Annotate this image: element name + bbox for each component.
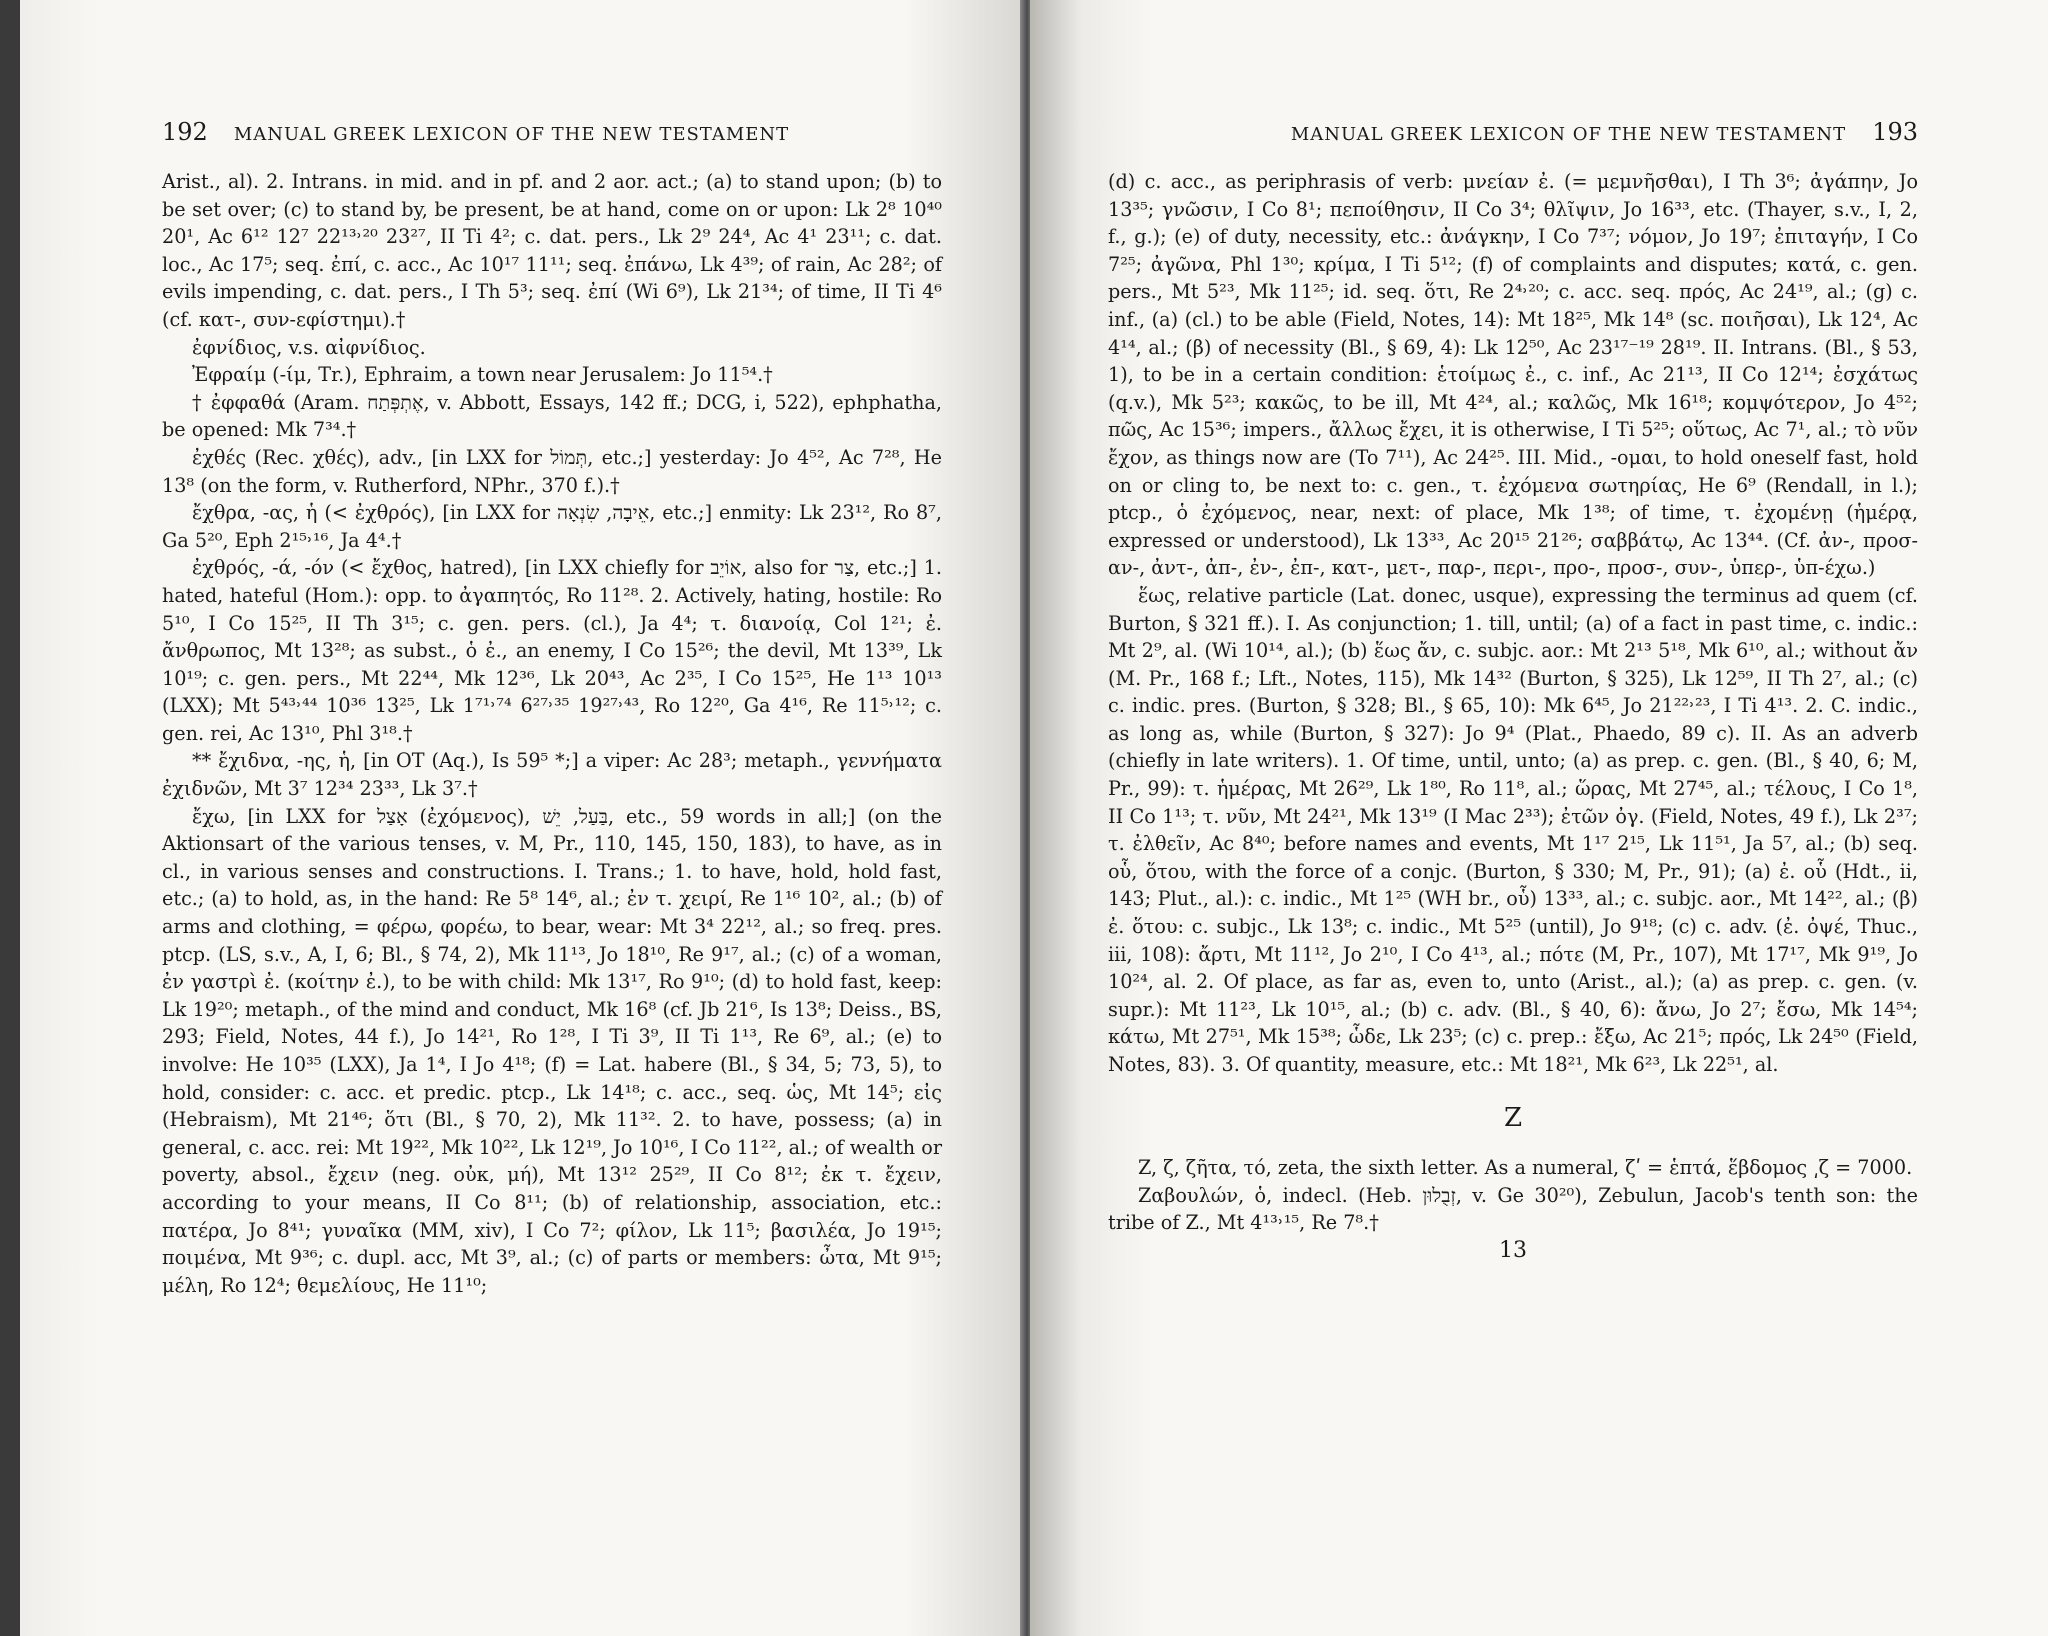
entry-paragraph: Arist., al). 2. Intrans. in mid. and in pf. and 2 aor. act.; (a) to stand upon; (b) to be set over; (c) to stand by, be present, be at hand, come on or upon: Lk 2⁸ 10⁴⁰ 20¹, Ac 6¹² 12⁷ 22¹³˒²⁰ 23²⁷, II Ti 4²; c. dat. pers., Lk 2⁹ 24⁴, Ac 4¹ 23¹¹; c. dat. loc., Ac 17⁵; seq. ἐπί, c. acc., Ac 10¹⁷ 11¹¹; seq. ἐπάνω, Lk 4³⁹; of rain, Ac 28²; of evils impending, c. dat. pers., I Th 5³; seq. ἐπί (Wi 6⁹), Lk 21³⁴; of time, II Ti 4⁶ (cf. κατ-, συν-εφίστημι).† <box>162 170 942 331</box>
right-page-number: 193 <box>1872 118 1918 146</box>
signature-mark: 13 <box>1499 1237 1527 1263</box>
right-column <box>1108 168 1918 1265</box>
entry-paragraph: ἐχθρός, -ά, -όν (< ἔχθος, hatred), [in LXX chiefly for אוֹיֵב, also for צַר, etc.;] 1. hated, hateful (Hom.): opp. to ἀγαπητός, Ro 11²⁸. 2. Actively, hating, hostile: Ro 5¹⁰, I Co 15²⁵, II Th 3¹⁵; c. gen. pers. (cl.), Ja 4⁴; τ. διανοίᾳ, Col 1²¹; ἐ. ἄνθρωπος, Mt 13²⁸; as subst., ὁ ἐ., an enemy, I Co 15²⁶; the devil, Mt 13³⁹, Lk 10¹⁹; c. gen. pers., Mt 22⁴⁴, Mk 12³⁶, Lk 20⁴³, Ac 2³⁵, I Co 15²⁵, He 1¹³ 10¹³ (LXX); Mt 5⁴³˒⁴⁴ 10³⁶ 13²⁵, Lk 1⁷¹˒⁷⁴ 6²⁷˒³⁵ 19²⁷˒⁴³, Ro 12²⁰, Ga 4¹⁶, Re 11⁵˒¹²; c. gen. rei, Ac 13¹⁰, Phl 3¹⁸.† <box>162 556 943 745</box>
entry-paragraph: ἔχθρα, -ας, ἡ (< ἐχθρός), [in LXX for אֵיבָה, שִׂנְאָה, etc.;] enmity: Lk 23¹², Ro 8⁷, Ga 5²⁰, Eph 2¹⁵˒¹⁶, Ja 4⁴.† <box>162 501 942 552</box>
section-letter-heading: Z <box>1503 1102 1523 1133</box>
entry-paragraph: ἐχθές (Rec. χθές), adv., [in LXX for תְּמוֹל, etc.;] yesterday: Jo 4⁵², Ac 7²⁸, He 13⁸ (on the form, v. Rutherford, NPhr., 370 f.).† <box>162 445 942 497</box>
right-page <box>1030 0 2048 1636</box>
left-column <box>162 168 942 1299</box>
entry-paragraph: ἕως, relative particle (Lat. donec, usque), expressing the terminus ad quem (cf. Burton, § 321 ff.). I. As conjunction; 1. till, until; (a) of a fact in past time, c. indic.: Mt 2⁹, al. (Wi 10¹⁴, al.); (b) ἕως ἄν, c. subjc. aor.: Mt 2¹³ 5¹⁸, Mk 6¹⁰, al.; without ἄν (M. Pr., 168 f.; Lft., Notes, 115), Mk 14³² (Burton, § 325), Lk 12⁵⁹, II Th 2⁷, al.; (c) c. indic. pres. (Burton, § 328; Bl., § 65, 10): Mk 6⁴⁵, Jo 21²²˒²³, I Ti 4¹³. 2. C. indic., as long as, while (Burton, § 327): Jo 9⁴ (Plat., Phaedo, 89 c). II. As an adverb (chiefly in late writers). 1. Of time, until, unto; (a) as prep. c. gen. (Bl., § 40, 6; M, Pr., 99): τ. ἡμέρας, Mt 26²⁹, Lk 1⁸⁰, Ro 11⁸, al.; ὥρας, Mt 27⁴⁵, al.; τέλους, I Co 1⁸, II Co 1¹³; τ. νῦν, Mt 24²¹, Mk 13¹⁹ (I Mac 2³³); ἐτῶν ὀγ. (Field, Notes, 49 f.), Lk 2³⁷; τ. ἐλθεῖν, Ac 8⁴⁰; before names and events, Mt 1¹⁷ 2¹⁵, Lk 11⁵¹, Ja 5⁷, al.; (b) seq. οὗ, ὅτου, with the force of a conjc. (Burton, § 330; M, Pr., 91); (a) ἐ. οὗ (Hdt., ii, 143; Plut., al.): c. indic., Mt 1²⁵ (WH br., οὗ) 13³³, al.; c. subjc. aor., Mt 14²², al.; (β) ἐ. ὅτου: c. subjc., Lk 13⁸; c. indic., Mt 5²⁵ (until), Jo 9¹⁸; (c) c. adv. (ἐ. ὀψέ, Thuc., iii, 108): ἄρτι, Mt 11¹², Jo 2¹⁰, I Co 4¹³, al.; πότε (M, Pr., 107), Mt 17¹⁷, Mk 9¹⁹, Jo 10²⁴, al. 2. Of place, as far as, even to, unto (Arist., al.); (a) as prep. c. gen. (v. supr.): Mt 11²³, Lk 10¹⁵, al.; (b) c. adv. (Bl., § 40, 6): ἄνω, Jo 2⁷; ἔσω, Mk 14⁵⁴; κάτω, Mt 27⁵¹, Mk 15³⁸; ὧδε, Lk 23⁵; (c) c. prep.: ἔξω, Ac 21⁵; πρός, Lk 24⁵⁰ (Field, Notes, 83). 3. Of quantity, measure, etc.: Mt 18²¹, Mk 6²³, Lk 22⁵¹, al. <box>1108 583 1918 1076</box>
left-page-number: 192 <box>162 118 208 146</box>
right-running-title: MANUAL GREEK LEXICON OF THE NEW TESTAMENT <box>1290 124 1847 145</box>
entry-paragraph: Z, ζ, ζῆτα, τό, zeta, the sixth letter. As a numeral, ζʹ = ἑπτά, ἕβδομος ͵ζ = 7000. <box>1138 1156 1913 1180</box>
entry-paragraph: Ζαβουλών, ὁ, indecl. (Heb. זְבֻלוּן, v. Ge 30²⁰), Zebulun, Jacob's tenth son: the tribe of Z., Mt 4¹³˒¹⁵, Re 7⁸.† <box>1108 1183 1918 1235</box>
entry-paragraph: ** ἔχιδνα, -ης, ἡ, [in OT (Aq.), Is 59⁵ *;] a viper: Ac 28³; metaph., γεννήματα ἐχιδνῶν, Mt 3⁷ 12³⁴ 23³³, Lk 3⁷.† <box>162 749 942 801</box>
left-page <box>20 0 1024 1636</box>
entry-paragraph: (d) c. acc., as periphrasis of verb: μνείαν ἐ. (= μεμνῆσθαι), I Th 3⁶; ἀγάπην, Jo 13³⁵; γνῶσιν, I Co 8¹; πεποίθησιν, II Co 3⁴; θλῖψιν, Jo 16³³, etc. (Thayer, s.v., I, 2, f., g.); (e) of duty, necessity, etc.: ἀνάγκην, I Co 7³⁷; νόμον, Jo 19⁷; ἐπιταγήν, I Co 7²⁵; ἀγῶνα, Phl 1³⁰; κρίμα, I Ti 5¹²; (f) of complaints and disputes; κατά, c. gen. pers., Mt 5²³, Mk 11²⁵; id. seq. ὅτι, Re 2⁴˒²⁰; c. acc. seq. πρός, Ac 24¹⁹, al.; (g) c. inf., (a) (cl.) to be able (Field, Notes, 14): Mt 18²⁵, Mk 14⁸ (sc. ποιῆσαι), Lk 12⁴, Ac 4¹⁴, al.; (β) of necessity (Bl., § 69, 4): Lk 12⁵⁰, Ac 23¹⁷⁻¹⁹ 28¹⁹. II. Intrans. (Bl., § 53, 1), to be in a certain condition: ἑτοίμως ἐ., c. inf., Ac 21¹³, II Co 12¹⁴; ἐσχάτως (q.v.), Mk 5²³; κακῶς, to be ill, Mt 4²⁴, al.; καλῶς, Mk 16¹⁸; κομψότερον, Jo 4⁵²; πῶς, Ac 15³⁶; impers., ἄλλως ἔχει, it is otherwise, I Ti 5²⁵; οὕτως, Ac 7¹, al.; τὸ νῦν ἔχον, as things now are (To 7¹¹), Ac 24²⁵. III. Mid., -ομαι, to hold oneself fast, hold on or cling to, be next to: c. gen., τ. ἐχόμενα σωτηρίας, He 6⁹ (Rendall, in l.); ptcp., ὁ ἐχόμενος, near, next: of place, Mk 1³⁸; of time, τ. ἐχομένῃ (ἡμέρᾳ, expressed or understood), Lk 13³³, Ac 20¹⁵ 21²⁶; σαββάτῳ, Ac 13⁴⁴. (Cf. ἀν-, προσ-αν-, ἀντ-, ἀπ-, ἐν-, ἐπ-, κατ-, μετ-, παρ-, περι-, προ-, προσ-, συν-, ὑπερ-, ὑπ-έχω.) <box>1108 170 1918 580</box>
entry-paragraph: ἔχω, [in LXX for אָצַל (ἐχόμενος), בַּעַל, יֵשׁ, etc., 59 words in all;] (on the Aktionsart of the various tenses, v. M, Pr., 110, 145, 150, 183), to have, as in cl., in various senses and constructions. I. Trans.; 1. to have, hold, hold fast, etc.; (a) to hold, as, in the hand: Re 5⁸ 14⁶, al.; ἐν τ. χειρί, Re 1¹⁶ 10², al.; (b) of arms and clothing, = φέρω, φορέω, to bear, wear: Mt 3⁴ 22¹², al.; so freq. pres. ptcp. (LS, s.v., A, I, 6; Bl., § 74, 2), Mk 11¹³, Jo 18¹⁰, Re 9¹⁷, al.; (c) of a woman, ἐν γαστρὶ ἐ. (κοίτην ἐ.), to be with child: Mk 13¹⁷, Ro 9¹⁰; (d) to hold fast, keep: Lk 19²⁰; metaph., of the mind and conduct, Mk 16⁸ (cf. Jb 21⁶, Is 13⁸; Deiss., BS, 293; Field, Notes, 44 f.), Jo 14²¹, Ro 1²⁸, I Ti 3⁹, II Ti 1¹³, Re 6⁹, al.; (e) to involve: He 10³⁵ (LXX), Ja 1⁴, I Jo 4¹⁸; (f) = Lat. habere (Bl., § 34, 5; 73, 5), to hold, consider: c. acc. et predic. ptcp., Lk 14¹⁸; c. acc., seq. ὡς, Mt 14⁵; εἰς (Hebraism), Mt 21⁴⁶; ὅτι (Bl., § 70, 2), Mk 11³². 2. to have, possess; (a) in general, c. acc. rei: Mt 19²², Mk 10²², Lk 12¹⁹, Jo 10¹⁶, I Co 11²², al.; of wealth or poverty, absol., ἔχειν (neg. οὐκ, μή), Mt 13¹² 25²⁹, II Co 8¹²; ἐκ τ. ἔχειν, according to your means, II Co 8¹¹; (b) of relationship, association, etc.: πατέρα, Jo 8⁴¹; γυναῖκα (MM, xiv), I Co 7²; φίλον, Lk 11⁵; βασιλέα, Jo 19¹⁵; ποιμένα, Mt 9³⁶; c. dupl. acc, Mt 3⁹, al.; (c) of parts or members: ὦτα, Mt 9¹⁵; μέλη, Ro 12⁴; θεμελίους, He 11¹⁰; <box>162 804 942 1297</box>
left-running-title: MANUAL GREEK LEXICON OF THE NEW TESTAMENT <box>233 124 790 145</box>
entry-paragraph: Ἐφραίμ (-ίμ, Tr.), Ephraim, a town near Jerusalem: Jo 11⁵⁴.† <box>192 363 773 387</box>
left-running-head <box>162 118 942 146</box>
right-running-head <box>1108 118 1918 146</box>
entry-paragraph: † ἐφφαθά (Aram. אֶתְפְּתַח, v. Abbott, Essays, 142 ff.; DCG, i, 522), ephphatha, be opened: Mk 7³⁴.† <box>162 390 942 442</box>
entry-paragraph: ἐφνίδιος, v.s. αἰφνίδιος. <box>192 335 426 359</box>
